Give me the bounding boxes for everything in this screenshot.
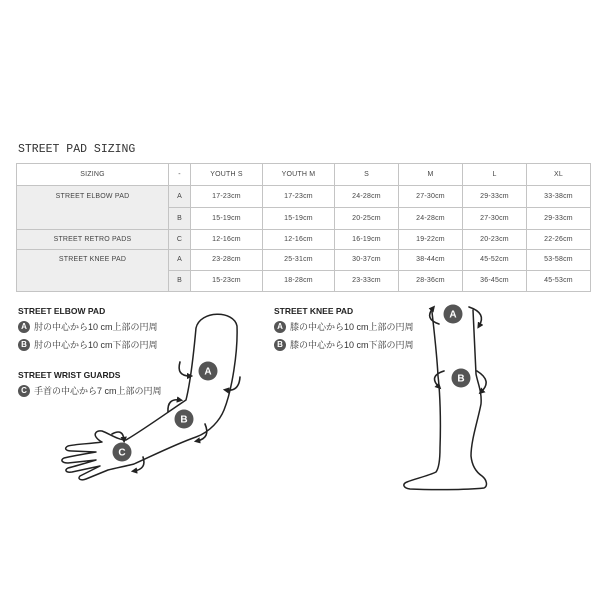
- size-cell: 29-33cm: [463, 186, 527, 208]
- guide-item: [274, 339, 414, 351]
- marker-badge: A: [18, 321, 30, 333]
- arm-outline-icon: [62, 314, 237, 480]
- size-cell: 27-30cm: [463, 208, 527, 230]
- size-cell: 16-19cm: [335, 230, 399, 250]
- product-label: STREET ELBOW PAD: [17, 186, 169, 230]
- elbow-guide-heading: STREET ELBOW PAD: [18, 306, 106, 316]
- marker-c-label: C: [118, 447, 126, 459]
- size-cell: 28-36cm: [399, 271, 463, 292]
- header-youth-m: YOUTH M: [263, 164, 335, 186]
- leg-diagram: [395, 300, 505, 495]
- size-cell: 33-38cm: [527, 186, 591, 208]
- measure-code: B: [169, 271, 191, 292]
- measure-code: A: [169, 186, 191, 208]
- marker-badge: B: [274, 339, 286, 351]
- size-cell: 15-23cm: [191, 271, 263, 292]
- knee-guide-heading: STREET KNEE PAD: [274, 306, 354, 316]
- rotate-arrow-icon: [179, 362, 190, 376]
- guide-text: 膝の中心から10 cm上部の円周: [290, 322, 414, 332]
- guide-item: [274, 321, 414, 333]
- header-l: L: [463, 164, 527, 186]
- header-s: S: [335, 164, 399, 186]
- marker-badge: A: [274, 321, 286, 333]
- size-cell: 15-19cm: [191, 208, 263, 230]
- size-cell: 36-45cm: [463, 271, 527, 292]
- size-cell: 17-23cm: [191, 186, 263, 208]
- size-cell: 45-52cm: [463, 250, 527, 271]
- measure-code: C: [169, 230, 191, 250]
- guide-text: 膝の中心から10 cm下部の円周: [290, 340, 414, 350]
- header-row: [17, 164, 591, 186]
- measure-code: B: [169, 208, 191, 230]
- size-cell: 24-28cm: [399, 208, 463, 230]
- size-cell: 27-30cm: [399, 186, 463, 208]
- size-cell: 18-28cm: [263, 271, 335, 292]
- marker-b-label: B: [457, 373, 465, 385]
- marker-b-label: B: [180, 414, 188, 426]
- size-cell: 24-28cm: [335, 186, 399, 208]
- arm-diagram: [50, 305, 250, 490]
- rotate-arrow-icon: [469, 307, 481, 326]
- size-cell: 19-22cm: [399, 230, 463, 250]
- page-title: STREET PAD SIZING: [18, 143, 136, 156]
- size-cell: 12-16cm: [263, 230, 335, 250]
- size-cell: 22-26cm: [527, 230, 591, 250]
- size-cell: 38-44cm: [399, 250, 463, 271]
- marker-badge: B: [18, 339, 30, 351]
- size-cell: 23-33cm: [335, 271, 399, 292]
- size-cell: 17-23cm: [263, 186, 335, 208]
- table-row: [17, 186, 591, 208]
- product-label: STREET RETRO PADS: [17, 230, 169, 250]
- header-code: -: [169, 164, 191, 186]
- header-xl: XL: [527, 164, 591, 186]
- table-row: [17, 230, 591, 250]
- product-label: STREET KNEE PAD: [17, 250, 169, 292]
- guide-text: 肘の中心から10 cm下部の円周: [34, 340, 158, 350]
- marker-a-label: A: [449, 309, 457, 321]
- rotate-arrow-icon: [430, 308, 439, 324]
- sizing-table: [16, 163, 591, 292]
- size-cell: 20-25cm: [335, 208, 399, 230]
- size-cell: 12-16cm: [191, 230, 263, 250]
- size-cell: 45-53cm: [527, 271, 591, 292]
- size-cell: 25-31cm: [263, 250, 335, 271]
- size-cell: 23-28cm: [191, 250, 263, 271]
- marker-badge: C: [18, 385, 30, 397]
- marker-a-label: A: [204, 366, 212, 378]
- header-youth-s: YOUTH S: [191, 164, 263, 186]
- measure-code: A: [169, 250, 191, 271]
- header-m: M: [399, 164, 463, 186]
- header-sizing: SIZING: [17, 164, 169, 186]
- wrist-guide-heading: STREET WRIST GUARDS: [18, 370, 121, 380]
- leg-outline-icon: [404, 310, 487, 490]
- size-cell: 20-23cm: [463, 230, 527, 250]
- size-cell: 15-19cm: [263, 208, 335, 230]
- table-row: [17, 250, 591, 271]
- guide-text: 手首の中心から7 cm上部の円周: [34, 386, 162, 396]
- size-cell: 29-33cm: [527, 208, 591, 230]
- size-cell: 30-37cm: [335, 250, 399, 271]
- size-cell: 53-58cm: [527, 250, 591, 271]
- guide-text: 肘の中心から10 cm上部の円周: [34, 322, 158, 332]
